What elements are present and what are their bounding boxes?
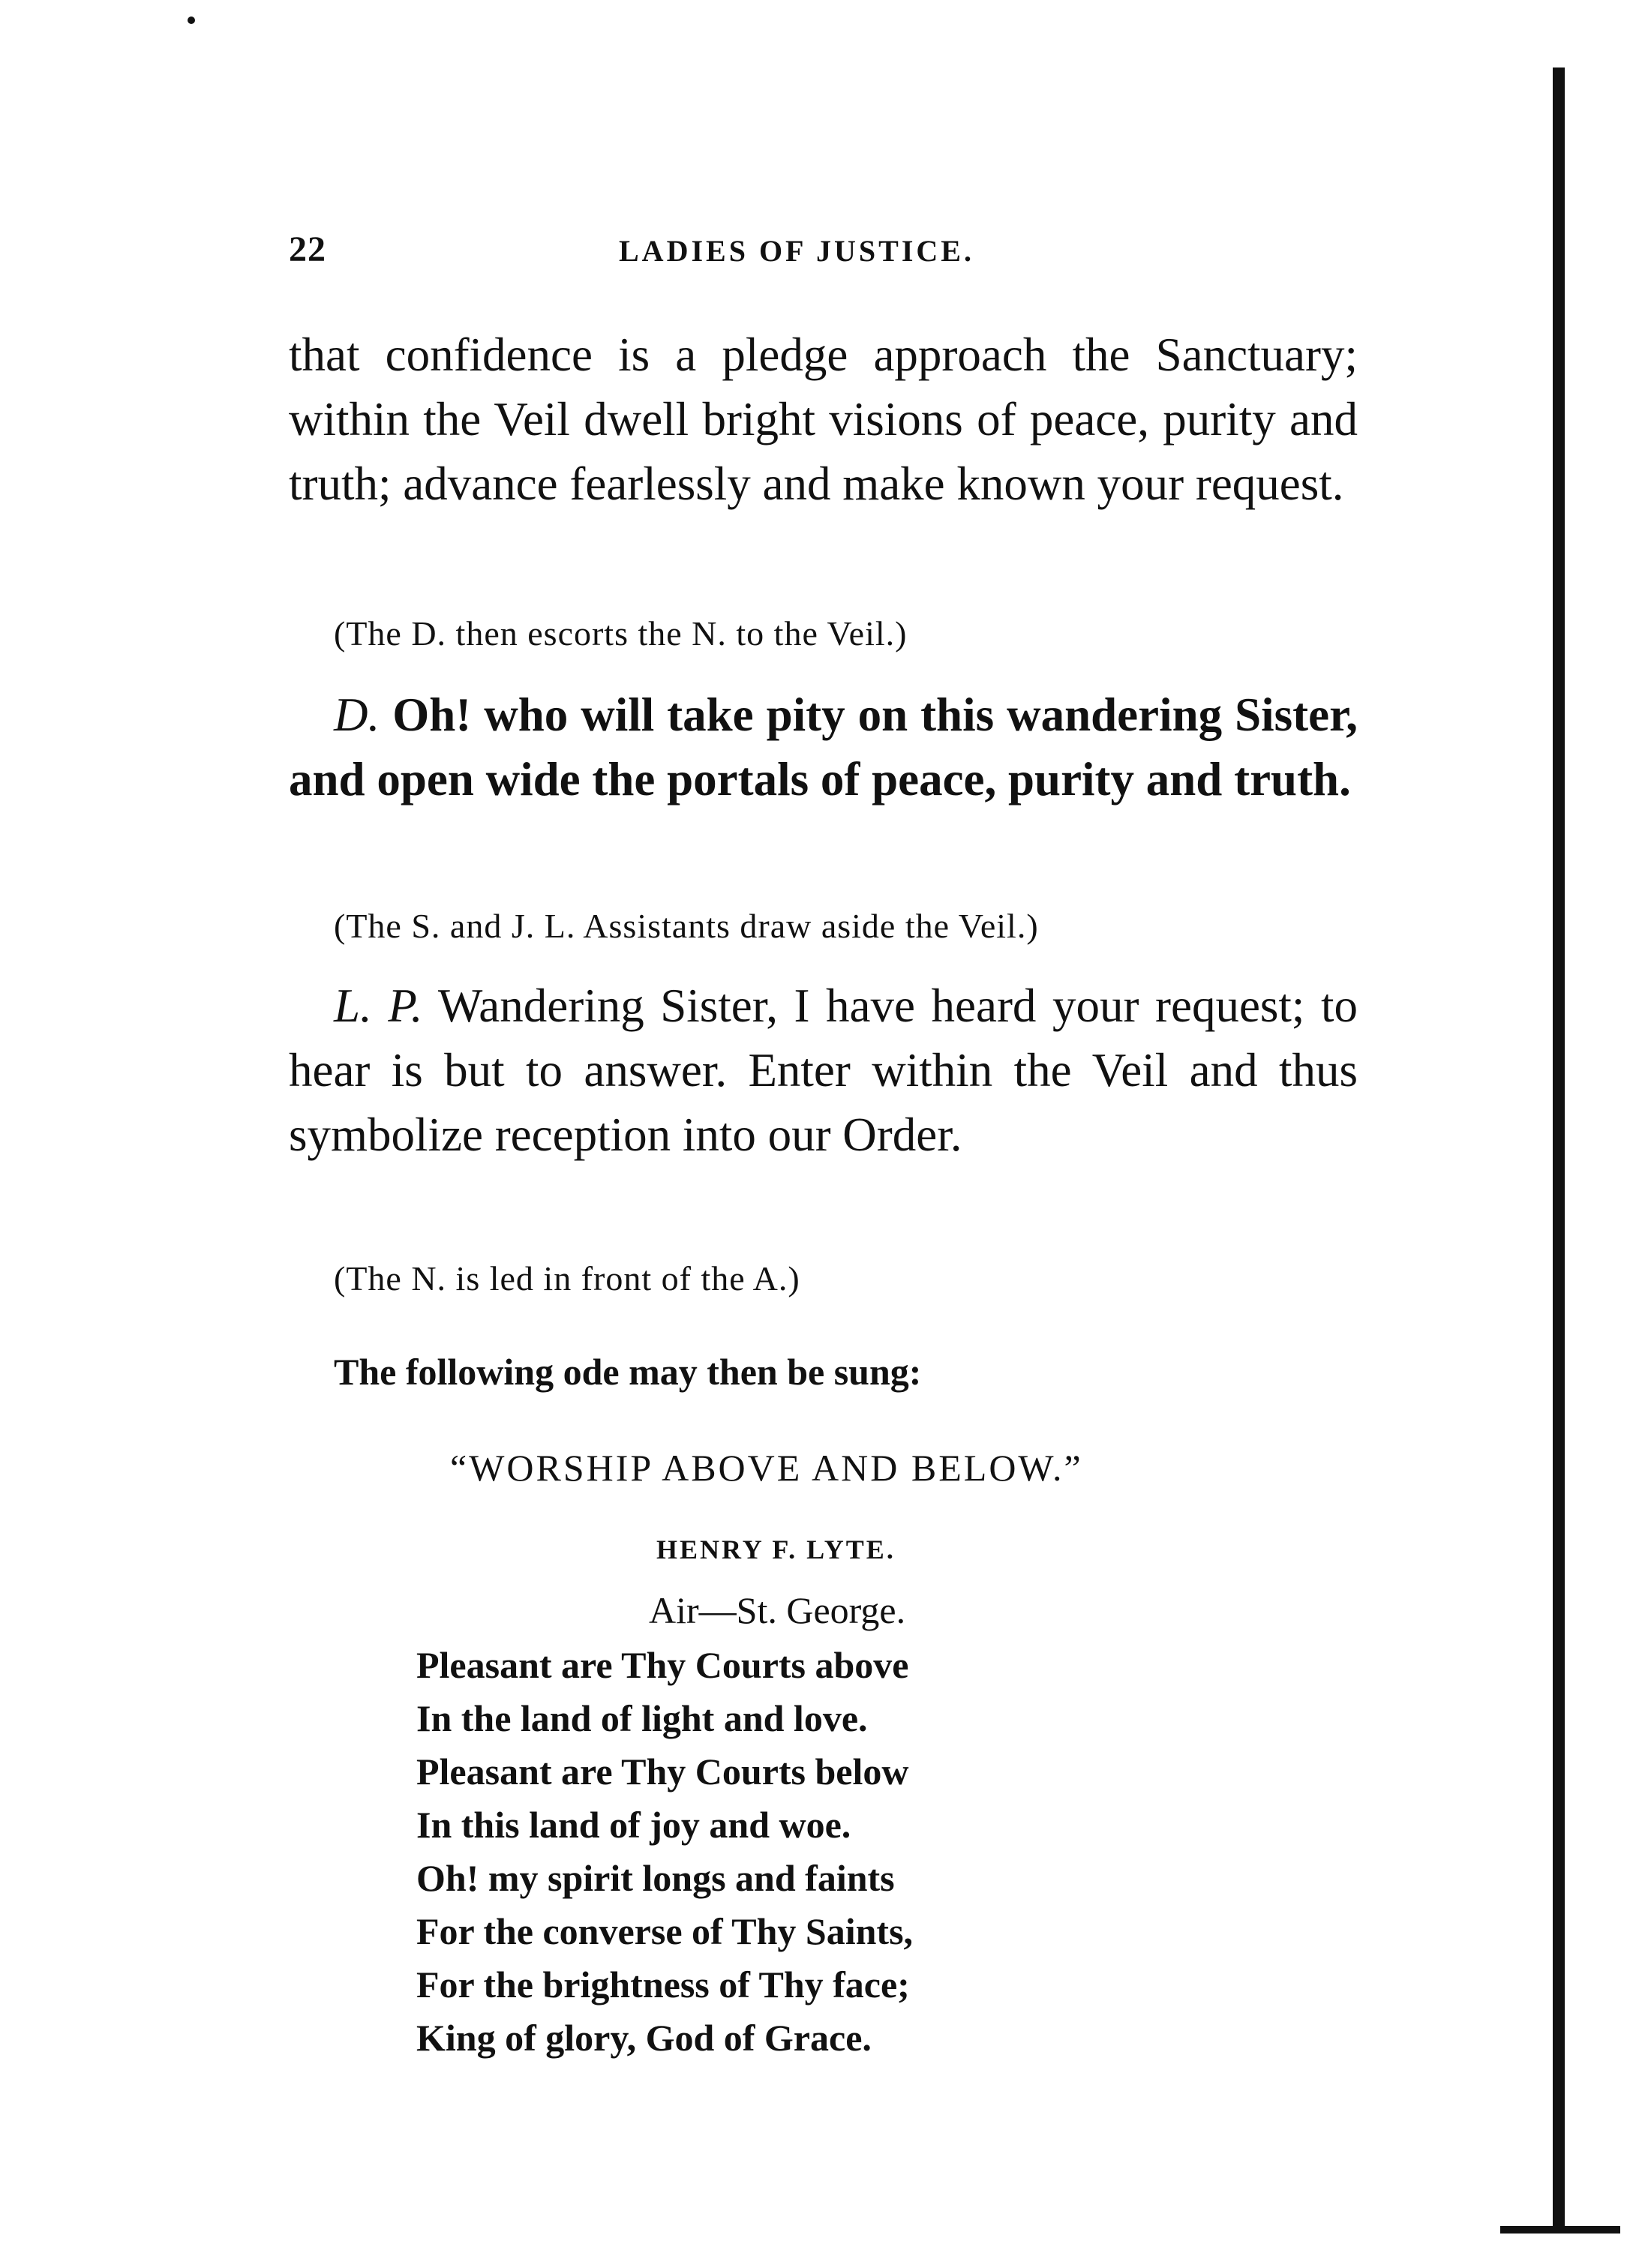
dialogue-paragraph <box>289 682 1358 812</box>
verse-line: King of glory, God of Grace. <box>416 2017 872 2059</box>
page-number: 22 <box>289 230 326 269</box>
speaker-label: L. P. <box>334 980 423 1032</box>
page-header <box>289 229 1354 274</box>
verse-line: Oh! my spirit longs and faints <box>416 1857 895 1899</box>
ode-air: Air—St. George. <box>649 1589 906 1631</box>
stage-direction: (The S. and J. L. Assistants draw aside the Veil.) <box>334 907 1039 945</box>
dialogue-text: Oh! who will take pity on this wandering Sister, and open wide the portals of peace, purity and truth. <box>289 688 1358 806</box>
scan-speck <box>188 16 195 24</box>
paragraph-continuation: that confidence is a pledge approach the Sanctuary; within the Veil dwell bright visions of peace, purity and truth; advance fearlessly and make known your request. <box>289 328 1358 510</box>
speaker-label: D. <box>334 688 380 741</box>
page-binding-base <box>1500 2226 1620 2234</box>
stage-direction: (The D. then escorts the N. to the Veil.) <box>334 614 908 652</box>
verse-line: In this land of joy and woe. <box>416 1804 851 1846</box>
verse-line: For the converse of Thy Saints, <box>416 1910 914 1952</box>
ode-verse <box>416 1639 913 2065</box>
running-title: LADIES OF JUSTICE. <box>619 234 974 268</box>
page-binding-edge <box>1553 68 1565 2228</box>
ode-title: “WORSHIP ABOVE AND BELOW.” <box>450 1447 1083 1489</box>
ode-author: HENRY F. LYTE. <box>656 1534 896 1564</box>
verse-line: Pleasant are Thy Courts above <box>416 1644 909 1686</box>
verse-line: For the brightness of Thy face; <box>416 1964 910 2006</box>
dialogue-text: Wandering Sister, I have heard your request; to hear is but to answer. Enter within the Veil and thus symbolize reception into our Order. <box>289 980 1358 1161</box>
verse-line: Pleasant are Thy Courts below <box>416 1750 909 1792</box>
verse-line: In the land of light and love. <box>416 1697 868 1739</box>
ode-intro: The following ode may then be sung: <box>334 1351 922 1393</box>
stage-direction: (The N. is led in front of the A.) <box>334 1259 800 1298</box>
dialogue-paragraph <box>289 974 1358 1167</box>
